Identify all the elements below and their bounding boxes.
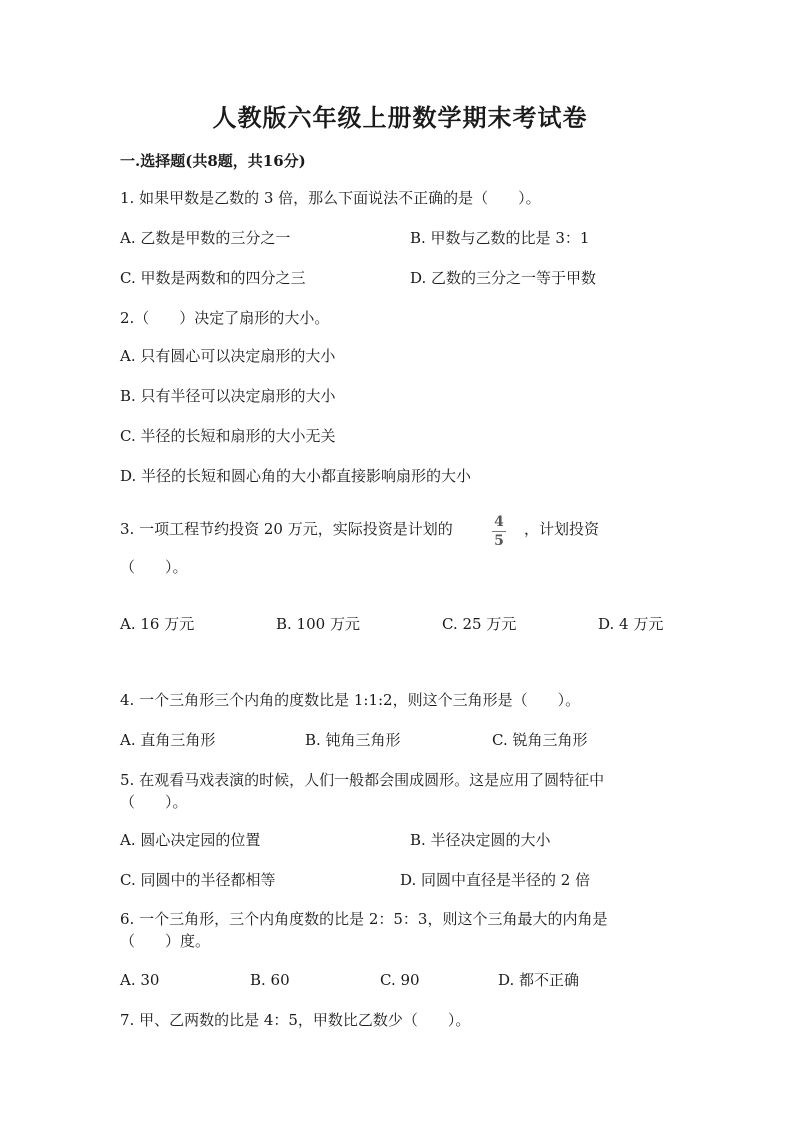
question-5-option-d: D. 同圆中直径是半径的 2 倍 [400, 871, 591, 889]
question-1-option-c: C. 甲数是两数和的四分之三 [120, 269, 306, 287]
question-3-stem-line2: （ ）。 [120, 558, 188, 576]
question-5-stem: 5. 在观看马戏表演的时候，人们一般都会围成圆形。这是应用了圆特征中 [120, 771, 605, 789]
question-4-option-b: B. 钝角三角形 [305, 731, 401, 749]
question-6-option-c: C. 90 [380, 971, 420, 989]
question-6-option-d: D. 都不正确 [498, 971, 580, 989]
fraction-bar [492, 531, 506, 532]
question-5-stem-line2: （ ）。 [120, 793, 188, 811]
fraction-denominator: 5 [494, 533, 504, 549]
question-4-option-a: A. 直角三角形 [120, 731, 216, 749]
question-2-option-a: A. 只有圆心可以决定扇形的大小 [120, 347, 336, 365]
section-heading: 一.选择题(共8题，共16分) [120, 152, 306, 170]
question-1-option-b: B. 甲数与乙数的比是 3：1 [410, 229, 590, 247]
question-4-stem: 4. 一个三角形三个内角的度数比是 1:1:2，则这个三角形是（ ）。 [120, 691, 581, 709]
question-1-option-a: A. 乙数是甲数的三分之一 [120, 229, 291, 247]
question-6-stem: 6. 一个三角形，三个内角度数的比是 2：5：3，则这个三角最大的内角是 [120, 910, 608, 928]
question-5-option-a: A. 圆心决定园的位置 [120, 831, 261, 849]
question-6-stem-line2: （ ）度。 [120, 932, 211, 950]
question-6-option-a: A. 30 [120, 971, 160, 989]
question-4-option-c: C. 锐角三角形 [492, 731, 588, 749]
question-2-option-b: B. 只有半径可以决定扇形的大小 [120, 387, 336, 405]
fraction-numerator: 4 [494, 514, 504, 530]
question-2-stem: 2.（ ）决定了扇形的大小。 [120, 309, 330, 327]
question-2-option-d: D. 半径的长短和圆心角的大小都直接影响扇形的大小 [120, 467, 472, 485]
question-2-option-c: C. 半径的长短和扇形的大小无关 [120, 427, 336, 445]
question-3-stem-continued: ，计划投资 [524, 520, 600, 538]
question-1-option-d: D. 乙数的三分之一等于甲数 [410, 269, 597, 287]
question-3-stem: 3. 一项工程节约投资 20 万元，实际投资是计划的 [120, 520, 453, 538]
question-7-stem: 7. 甲、乙两数的比是 4：5，甲数比乙数少（ ）。 [120, 1011, 471, 1029]
question-3-option-b: B. 100 万元 [276, 615, 360, 633]
question-3-option-c: C. 25 万元 [442, 615, 517, 633]
question-1-stem: 1. 如果甲数是乙数的 3 倍，那么下面说法不正确的是（ ）。 [120, 189, 541, 207]
question-5-option-b: B. 半径决定圆的大小 [410, 831, 551, 849]
page-title: 人教版六年级上册数学期末考试卷 [212, 103, 588, 132]
question-3-option-a: A. 16 万元 [120, 615, 195, 633]
question-6-option-b: B. 60 [250, 971, 290, 989]
question-5-option-c: C. 同圆中的半径都相等 [120, 871, 276, 889]
question-3-option-d: D. 4 万元 [598, 615, 664, 633]
